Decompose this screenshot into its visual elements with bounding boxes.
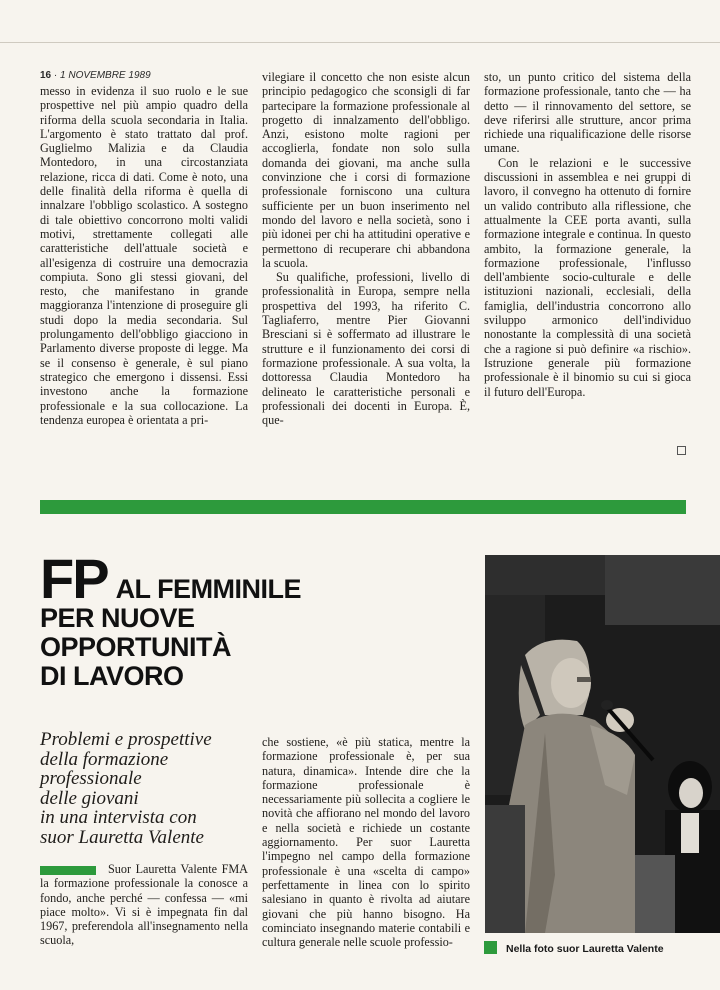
top-rule: [0, 42, 720, 43]
column-3-paragraph-1: sto, un punto critico del sistema della formazione professionale, tanto che — ha detto — il rinnovamento del settore, se deve riferirsi alle strutture, ancor prima richiede una riqualificazione delle risorse umane.: [484, 70, 691, 156]
column-1-text: messo in evidenza il suo ruolo e le sue prospettive nel più ampio quadro della riforma della scuola secondaria in Italia. L'argomento è stato trattato dal prof. Guglielmo Malizia e da Claudia Montedoro, in una circostanziata relazione, ricca di dati. Come è noto, una delle finalità della riforma è quella di innalzare l'obbligo scolastico. A sostegno di tale obiettivo concorrono molti validi motivi, strettamente collegati alle caratteristiche dell'attuale società e all'esigenza di costruire una democrazia compiuta. Sono gli stessi giovani, del resto, che manifestano in grande maggioranza l'intenzione di proseguire gli studi dopo la media secondaria. Sul prolungamento dell'obbligo giacciono in Parlamento diverse proposte di legge. Ma se il consenso è generale, è sul piano strategico che emergono i dissensi. Essi investono anche la formazione professionale e la sua collocazione. La tendenza europea è orientata a pri-: [40, 84, 248, 427]
subtitle-line: delle giovani: [40, 787, 139, 809]
article-column-1: [40, 84, 248, 427]
headline-line-1: AL FEMMINILE: [115, 574, 302, 604]
article-column-2: [262, 70, 470, 427]
photo-caption: Nella foto suor Lauretta Valente: [506, 943, 664, 955]
interview-column-2: [262, 735, 470, 949]
article-end-mark: [677, 446, 686, 455]
subtitle-line: Problemi e prospettive: [40, 729, 212, 750]
page-number: 16: [40, 70, 52, 81]
caption-green-marker: [484, 941, 497, 954]
headline-fp: FP: [40, 547, 108, 610]
column-3-paragraph-2: Con le relazioni e le successive discussioni in assemblea e nei gruppi di lavoro, il convegno ha ottenuto di fornire un valido contributo alla riflessione, che attualmente la CEE porta avanti, sulla formazione integrale e continua. In questo ambito, la formazione generale, la formazione professionale, l'influsso dell'ambiente socio-culturale e delle istituzioni nazionali, ecclesiali, della famiglia, dell'industria concorrono allo sviluppo armonico dell'individuo nonostante la complessità di una società che a ragione si può definire «a rischio». Istruzione generale più formazione professionale è il binomio su cui si gioca il futuro dell'Europa.: [484, 155, 691, 399]
subtitle-line: della formazione: [40, 748, 169, 770]
page-folio: [40, 70, 151, 81]
photo-illustration: [485, 555, 720, 933]
folio-separator: ·: [53, 70, 58, 81]
issue-date: 1 NOVEMBRE 1989: [60, 70, 151, 81]
photo-suor-lauretta: [485, 555, 720, 933]
interview-column-2-text: che sostiene, «è più statica, mentre la formazione professionale è, per sua natura, dinamica». Intende dire che la formazione professionale è necessariamente più sollecita a cogliere le novità che affiorano nel mondo del lavoro e nella società e richiede un costante aggiornamento. Per suor Lauretta l'impegno nel campo della formazione professionale è una «scelta di campo» perfettamente in linea con lo spirito salesiano in quanto è rivolta ad aiutare giovani che più hanno bisogno. Ha cominciato insegnando materie contabili e cultura generale nelle scuole professio-: [262, 735, 470, 950]
lead-green-marker: [40, 866, 96, 875]
subtitle-line: suor Lauretta Valente: [40, 826, 204, 848]
article-subtitle: [40, 730, 250, 847]
column-2-paragraph-2: Su qualifiche, professioni, livello di professionalità in Europa, sempre nella prospettiva del 1993, ha riferito C. Tagliaferro, mentre Pier Giovanni Bresciani si è soffermato ad illustrare le strutture e il funzionamento dei corsi di formazione professionale. A sua volta, la dottoressa Claudia Montedoro ha delineato le caratteristiche personali e professionali dei docenti in Europa. È, que-: [262, 270, 470, 428]
subtitle-line: professionale: [40, 768, 142, 789]
subtitle-line: in una intervista con: [40, 807, 197, 828]
article-column-3: [484, 70, 691, 399]
lead-paragraph: [40, 862, 248, 948]
lead-text: Suor Lauretta Valente FMA la formazione professionale la conosce a fondo, anche perché — confessa — «mi piace molto». Vi si è impegnata fin dal 1967, preferendola all'insegnamento nella scuola,: [40, 862, 248, 948]
column-2-paragraph-1: vilegiare il concetto che non esiste alcun principio pedagogico che sconsigli di far partecipare la formazione professionale al progetto di innalzamento dell'obbligo. Anzi, esistono molte ragioni per accoglierla, fondate non solo sulla domanda dei giovani, ma anche sulla convinzione che i corsi di formazione professionale forniscono una cultura sufficiente per un buon inserimento nel mondo del lavoro e nella società, sono i più idonei per chi ha attitudini operative e permettono di recuperare chi abbandona la scuola.: [262, 70, 470, 270]
headline-line-4: DI LAVORO: [40, 661, 184, 691]
article-headline: [40, 547, 302, 691]
headline-line-2: PER NUOVE: [40, 603, 195, 633]
section-divider-bar: [40, 500, 686, 514]
headline-line-3: OPPORTUNITÀ: [40, 632, 232, 662]
